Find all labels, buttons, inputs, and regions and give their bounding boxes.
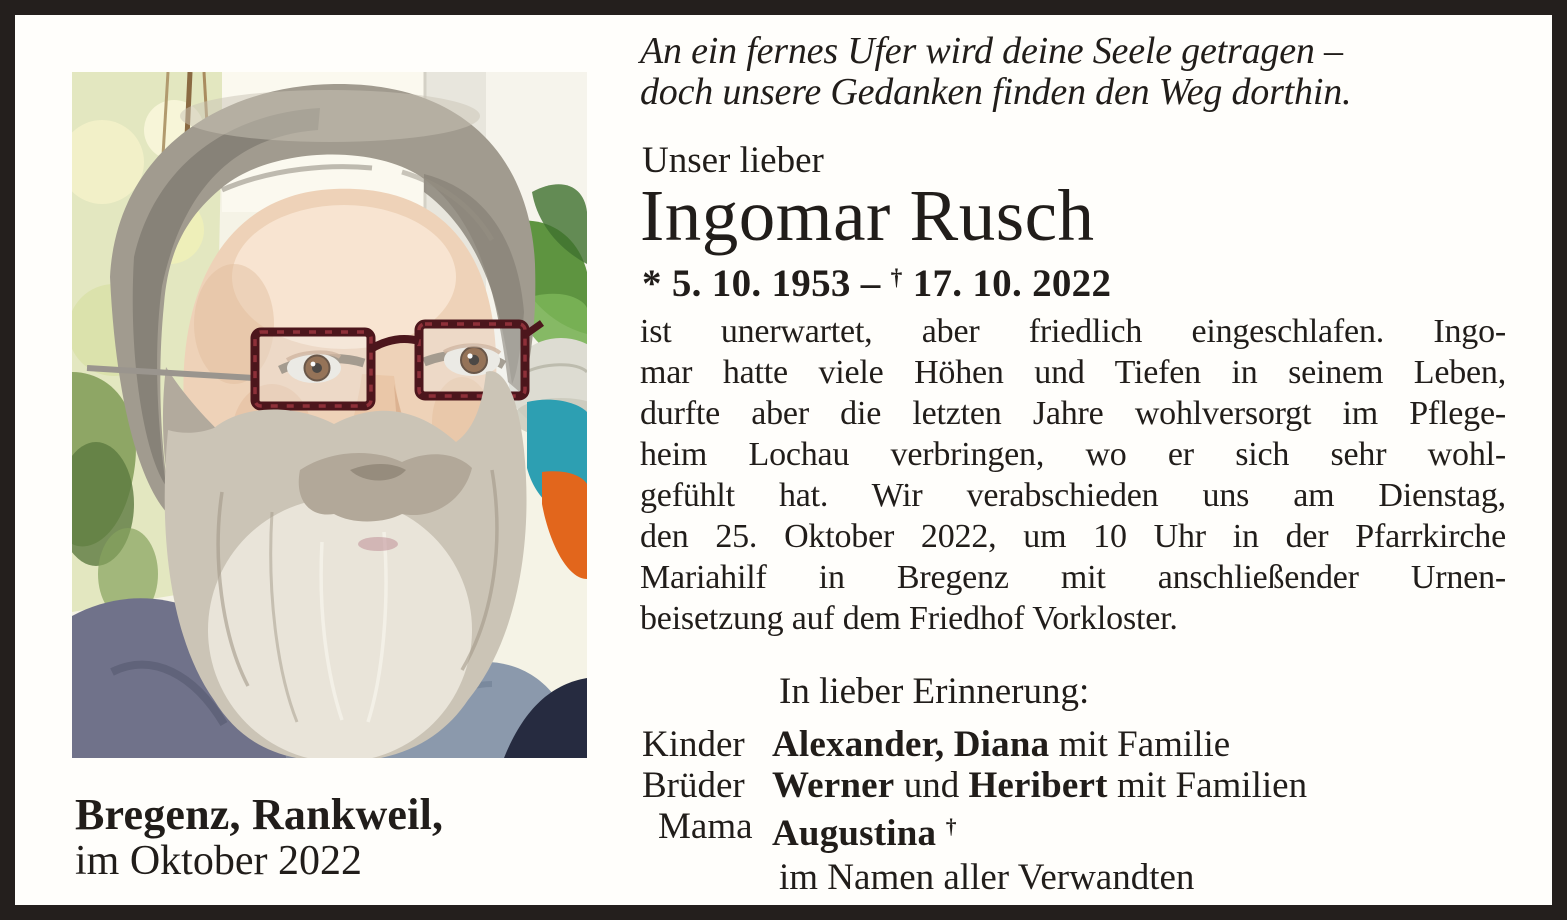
body-line: beisetzung auf dem Friedhof Vorkloster. bbox=[640, 600, 1178, 637]
family-name: Werner bbox=[772, 765, 895, 806]
obituary-card bbox=[15, 15, 1552, 905]
body-line: Mariahilf in Bregenz mit anschließender Urnen- bbox=[640, 559, 1506, 596]
family-name: Augustina bbox=[772, 812, 946, 854]
closing-line: im Namen aller Verwandten bbox=[779, 857, 1195, 898]
epigraph-line: doch unsere Gedanken finden den Weg dorthin. bbox=[640, 71, 1352, 113]
epigraph bbox=[640, 31, 1351, 113]
family-relation-label: Brüder bbox=[642, 765, 745, 806]
family-names bbox=[772, 765, 1307, 806]
family-name: Alexander, Diana bbox=[772, 724, 1050, 765]
family-row bbox=[642, 765, 1506, 806]
birth-symbol: * bbox=[642, 262, 662, 305]
family-text: mit Familien bbox=[1107, 765, 1308, 806]
family-text: und bbox=[894, 765, 969, 806]
family-row bbox=[642, 806, 1506, 854]
place-date-block bbox=[75, 791, 443, 884]
deceased-name: Ingomar Rusch bbox=[640, 175, 1095, 256]
body-line: ist unerwartet, aber friedlich eingeschlafen. Ingo- bbox=[640, 313, 1506, 350]
death-date: 17. 10. 2022 bbox=[912, 262, 1112, 305]
body-text bbox=[640, 311, 1506, 639]
death-symbol: † bbox=[890, 264, 903, 291]
portrait-photo bbox=[72, 72, 587, 758]
family-text: mit Familie bbox=[1049, 724, 1231, 765]
memorial-heading: In lieber Erinnerung: bbox=[779, 671, 1090, 712]
body-line: heim Lochau verbringen, wo er sich sehr wohl- bbox=[640, 436, 1506, 473]
birth-date: 5. 10. 1953 bbox=[671, 262, 851, 305]
family-names bbox=[772, 724, 1230, 765]
body-line: mar hatte viele Höhen und Tiefen in seinem Leben, bbox=[640, 354, 1506, 391]
family-relation-label: Kinder bbox=[642, 724, 745, 765]
place-line: Bregenz, Rankweil, bbox=[75, 790, 444, 839]
deceased-marker: † bbox=[945, 814, 957, 838]
family-names bbox=[772, 806, 956, 854]
date-line: im Oktober 2022 bbox=[75, 837, 362, 884]
life-dates bbox=[642, 261, 1111, 306]
notice-text-column bbox=[640, 15, 1506, 905]
body-line: durfte aber die letzten Jahre wohlversorgt im Pflege- bbox=[640, 395, 1506, 432]
family-row bbox=[642, 724, 1506, 765]
portrait-photo-art bbox=[72, 72, 587, 758]
epigraph-line: An ein fernes Ufer wird deine Seele getragen – bbox=[640, 30, 1343, 72]
dates-separator: – bbox=[860, 262, 881, 305]
body-line: den 25. Oktober 2022, um 10 Uhr in der Pfarrkirche bbox=[640, 518, 1506, 555]
family-name: Heribert bbox=[968, 765, 1108, 806]
family-relation-label: Mama bbox=[658, 806, 753, 847]
family-list bbox=[642, 724, 1506, 854]
body-line: gefühlt hat. Wir verabschieden uns am Dienstag, bbox=[640, 477, 1506, 514]
intro-line: Unser lieber bbox=[642, 140, 824, 181]
